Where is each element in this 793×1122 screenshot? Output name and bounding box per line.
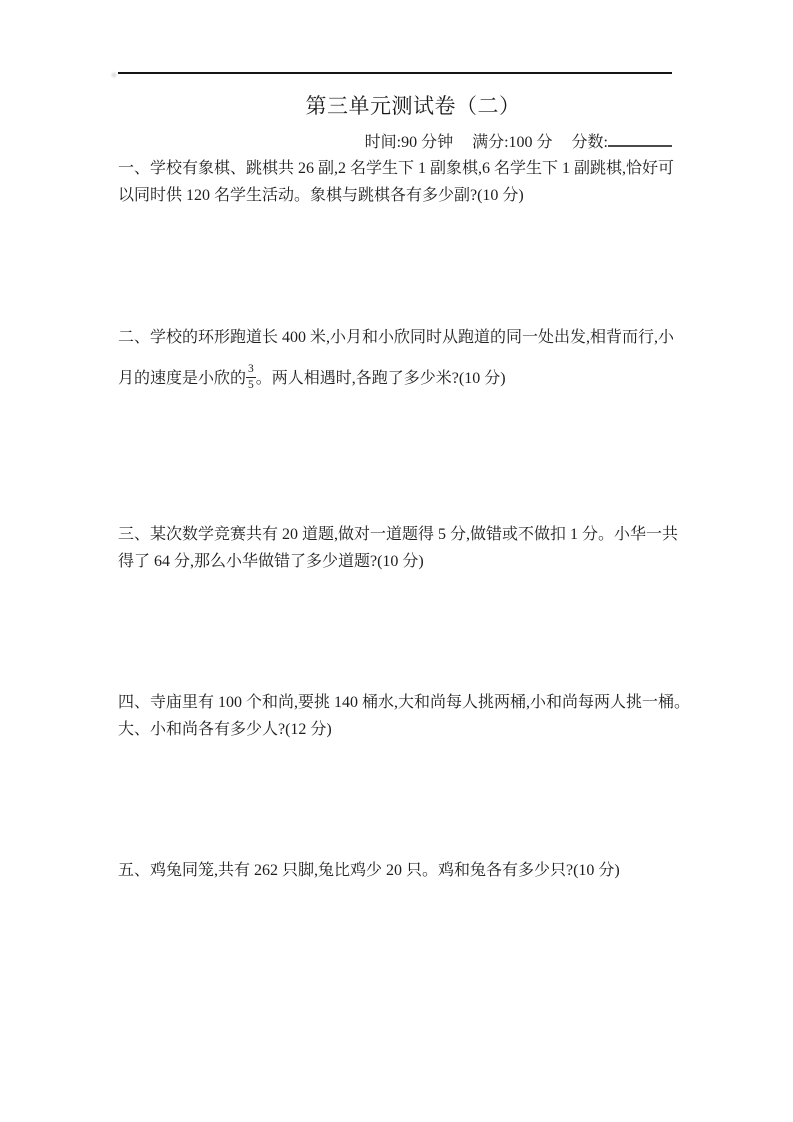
question-2-line-2-before: 月的速度是小欣的 xyxy=(118,370,247,387)
question-2-line-2 xyxy=(118,363,684,394)
header-rule xyxy=(118,72,672,74)
score-blank xyxy=(608,130,672,147)
question-5 xyxy=(118,857,684,884)
question-3 xyxy=(118,521,684,575)
full-score-label: 满分:100 分 xyxy=(472,134,553,151)
fraction-numerator: 3 xyxy=(246,363,256,378)
paper-title: 第三单元测试卷（二） xyxy=(305,94,521,118)
fraction-denominator: 5 xyxy=(248,378,254,391)
fraction-three-fifths xyxy=(246,363,256,391)
question-5-line-1: 五、鸡兔同笼,共有 262 只脚,兔比鸡少 20 只。鸡和兔各有多少只?(10 分) xyxy=(118,862,620,879)
question-1-line-1: 一、学校有象棋、跳棋共 26 副,2 名学生下 1 副象棋,6 名学生下 1 副跳棋,恰好可 xyxy=(118,160,675,177)
paper-meta xyxy=(118,130,672,154)
question-4 xyxy=(118,689,691,743)
question-4-line-1: 四、寺庙里有 100 个和尚,要挑 140 桶水,大和尚每人挑两桶,小和尚每两人挑一桶。 xyxy=(118,694,691,711)
question-3-line-2: 得了 64 分,那么小华做错了多少道题?(10 分) xyxy=(118,553,424,570)
question-3-line-1: 三、某次数学竞赛共有 20 道题,做对一道题得 5 分,做错或不做扣 1 分。小华一共 xyxy=(118,526,679,543)
question-1-line-2: 以同时供 120 名学生活动。象棋与跳棋各有多少副?(10 分) xyxy=(118,187,524,204)
time-label: 时间:90 分钟 xyxy=(364,134,454,151)
question-2-line-1: 二、学校的环形跑道长 400 米,小月和小欣同时从跑道的同一处出发,相背而行,小 xyxy=(118,329,675,346)
scan-smudge xyxy=(110,71,118,79)
score-label: 分数: xyxy=(571,134,608,151)
question-1 xyxy=(118,155,684,209)
question-2 xyxy=(118,324,684,394)
question-2-line-2-after: 。两人相遇时,各跑了多少米?(10 分) xyxy=(255,370,506,387)
question-4-line-2: 大、小和尚各有多少人?(12 分) xyxy=(118,721,332,738)
